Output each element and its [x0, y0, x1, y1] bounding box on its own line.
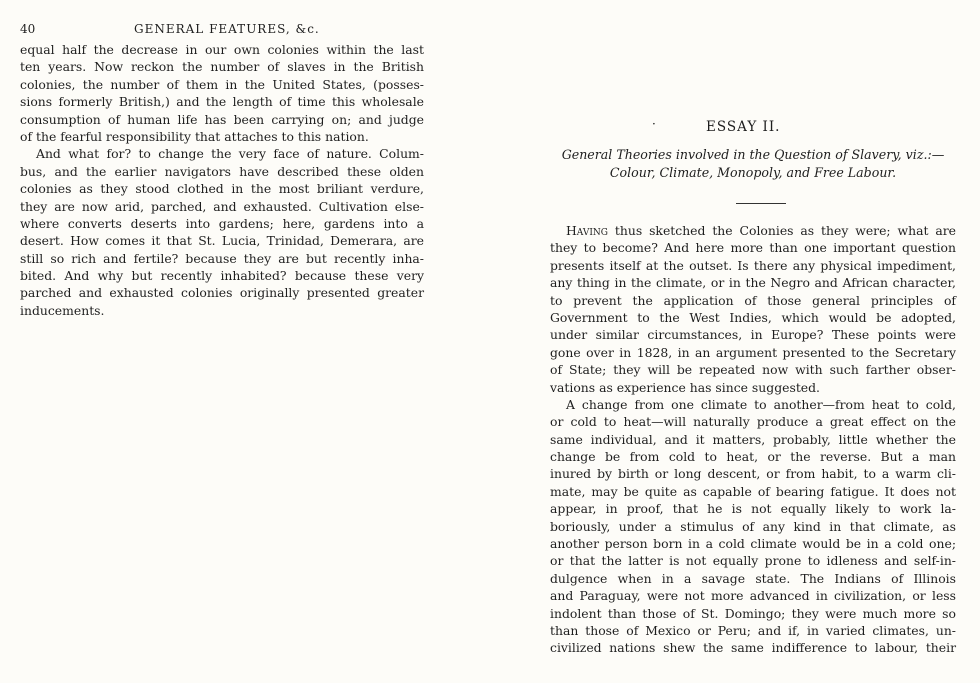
- subtitle-line-2: Colour, Climate, Monopoly, and Free Labour.: [609, 165, 897, 180]
- text-line: colonies as they stood clothed in the most briliant verdure,: [20, 181, 424, 197]
- text-line: indolent than those of St. Domingo; they were much more so: [550, 605, 956, 621]
- text-line: they to become? And here more than one important question: [550, 240, 956, 256]
- text-line: any thing in the climate, or in the Negro and African character,: [550, 275, 956, 291]
- running-head: [20, 22, 440, 38]
- text-line: gone over in 1828, in an argument presented to the Secretary: [550, 344, 956, 360]
- page-number: 40: [20, 22, 36, 36]
- text-line: presents itself at the outset. Is there any physical impediment,: [550, 257, 956, 273]
- text-line: appear, in proof, that he is not equally likely to work la-: [550, 501, 956, 517]
- right-text-column: [550, 222, 956, 657]
- text-line: same individual, and it matters, probably, little whether the: [550, 431, 956, 447]
- text-line: under similar circumstances, in Europe? These points were: [550, 327, 956, 343]
- right-page: [490, 0, 980, 683]
- text-line: of the fearful responsibility that attaches to this nation.: [20, 128, 369, 144]
- left-text-column: [20, 41, 424, 319]
- first-line-rest: thus sketched the Colonies as they were; what are: [607, 223, 956, 238]
- section-rule: [736, 203, 786, 204]
- text-line: parched and exhausted colonies originally presented greater: [20, 285, 424, 301]
- text-line: change be from cold to heat, or the reverse. But a man: [550, 449, 956, 465]
- essay-subtitle: [550, 146, 956, 182]
- text-line: of State; they will be repeated now with such farther obser-: [550, 362, 956, 378]
- text-line: or that the latter is not equally prone to idleness and self-in-: [550, 553, 956, 569]
- text-line: dulgence when in a savage state. The Indians of Illinois: [550, 570, 956, 586]
- text-line: still so rich and fertile? because they are but recently inha-: [20, 250, 424, 266]
- text-line: inured by birth or long descent, or from habit, to a warm cli-: [550, 466, 956, 482]
- text-line: mate, may be quite as capable of bearing fatigue. It does not: [550, 483, 956, 499]
- text-line: bited. And why but recently inhabited? because these very: [20, 268, 424, 284]
- text-line: another person born in a cold climate would be in a cold one;: [550, 536, 956, 552]
- text-line: colonies, the number of them in the United States, (posses-: [20, 76, 424, 92]
- text-line: where converts deserts into gardens; here, gardens into a: [20, 215, 424, 231]
- text-line: civilized nations shew the same indifference to labour, their: [550, 640, 956, 656]
- text-line: A change from one climate to another—from heat to cold,: [566, 396, 956, 412]
- drop-word: Having: [566, 223, 608, 238]
- text-line-first: [550, 222, 956, 239]
- text-line: to prevent the application of those general principles of: [550, 292, 956, 308]
- text-line: vations as experience has since suggested.: [550, 379, 820, 395]
- left-page: [0, 0, 470, 683]
- text-line: boriously, under a stimulus of any kind in that climate, as: [550, 518, 956, 534]
- essay-number: ESSAY II.: [706, 119, 781, 135]
- page-dot: ·: [652, 117, 656, 131]
- text-line: or cold to heat—will naturally produce a great effect on the: [550, 414, 956, 430]
- text-line: Government to the West Indies, which would be adopted,: [550, 309, 956, 325]
- text-line: inducements.: [20, 302, 105, 318]
- text-line: sions formerly British,) and the length of time this wholesale: [20, 94, 424, 110]
- text-line: than those of Mexico or Peru; and if, in varied climates, un-: [550, 622, 956, 638]
- text-line: desert. How comes it that St. Lucia, Trinidad, Demerara, are: [20, 233, 424, 249]
- text-line: they are now arid, parched, and exhausted. Cultivation else-: [20, 198, 424, 214]
- text-line: and Paraguay, were not more advanced in civilization, or less: [550, 588, 956, 604]
- subtitle-line-1: General Theories involved in the Question of Slavery, viz.:—: [561, 147, 945, 162]
- text-line: And what for? to change the very face of nature. Colum-: [36, 146, 424, 162]
- text-line: consumption of human life has been carrying on; and judge: [20, 111, 424, 127]
- text-line: equal half the decrease in our own colonies within the last: [20, 42, 424, 57]
- running-title: GENERAL FEATURES, &c.: [134, 22, 320, 36]
- text-line: ten years. Now reckon the number of slaves in the British: [20, 59, 424, 75]
- text-line: bus, and the earlier navigators have described these olden: [20, 163, 424, 179]
